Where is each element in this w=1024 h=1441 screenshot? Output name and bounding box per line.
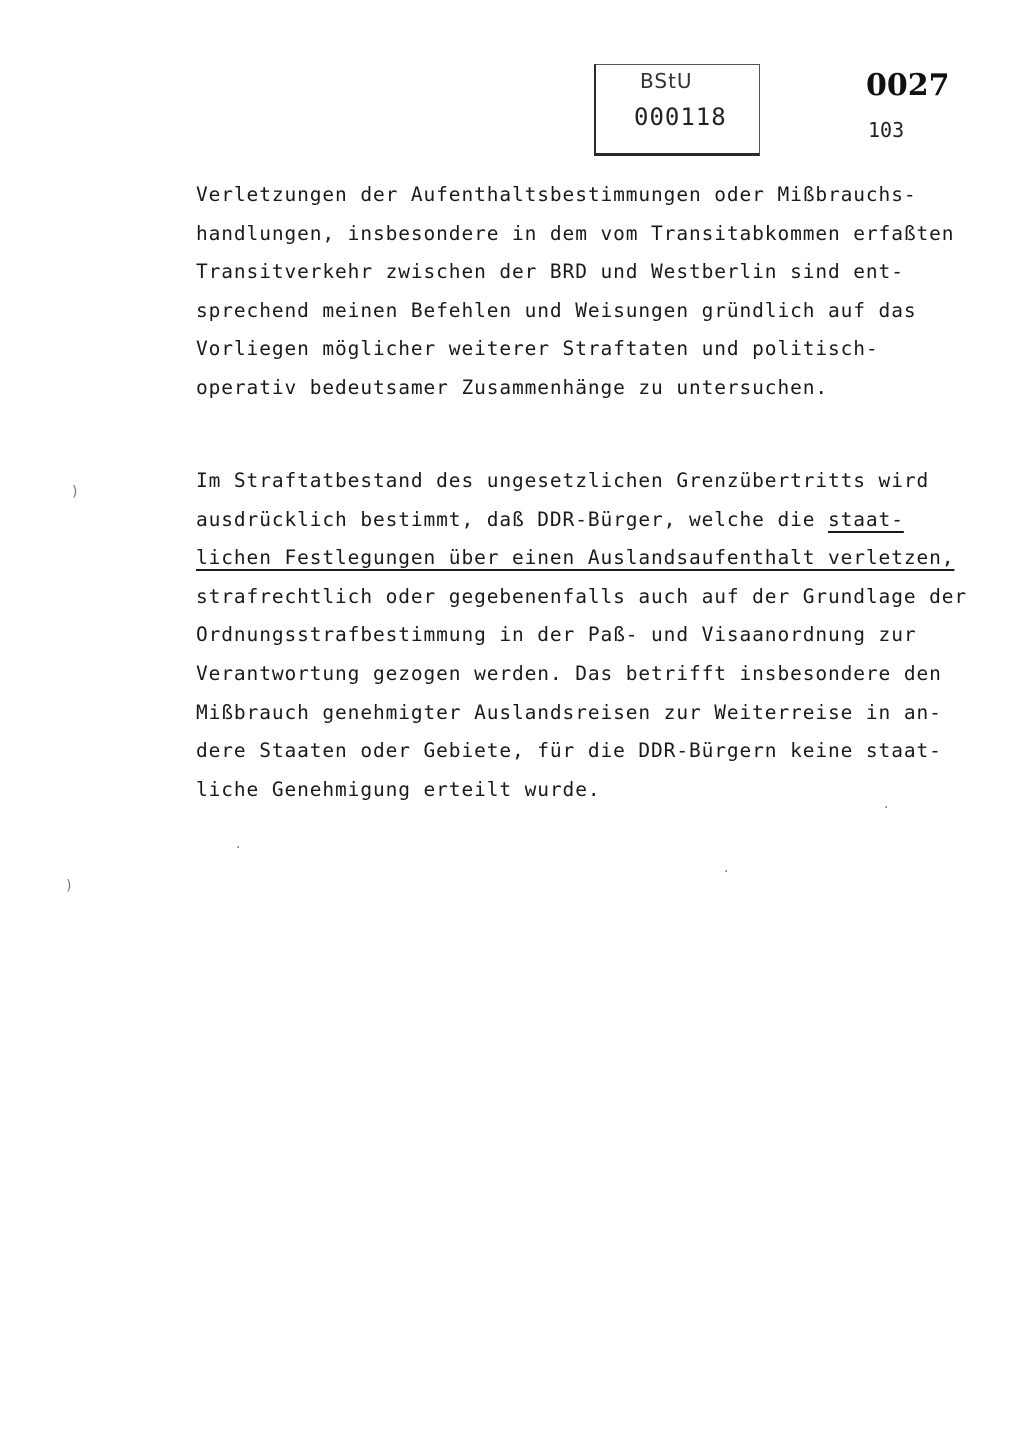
text-line: [196, 501, 956, 540]
text-line: sprechend meinen Befehlen und Weisungen gründlich auf das: [196, 298, 917, 322]
text-line: Verletzungen der Aufenthaltsbestimmungen oder Mißbrauchs-: [196, 183, 917, 206]
underlined-text-line: lichen Festlegungen über einen Auslandsaufenthalt verletzen,: [196, 546, 955, 570]
text-line: dere Staaten oder Gebiete, für die DDR-Bürgern keine staat-: [196, 739, 942, 763]
text-line: Vorliegen möglicher weiterer Straftaten und politisch-: [196, 337, 879, 361]
stamp-archive-label: BStU: [640, 69, 693, 93]
scan-mark: .: [884, 796, 889, 812]
text-line: Verantwortung gezogen werden. Das betrifft insbesondere den: [196, 661, 942, 685]
scan-mark: .: [724, 860, 729, 876]
text-line: handlungen, insbesondere in dem vom Transitabkommen erfaßten: [196, 221, 955, 245]
text-line: Im Straftatbestand des ungesetzlichen Grenzübertritts wird: [196, 469, 930, 492]
underlined-text: staat-: [828, 507, 904, 531]
text-line: liche Genehmigung erteilt wurde.: [196, 777, 601, 801]
text-line: operativ bedeutsamer Zusammenhänge zu untersuchen.: [196, 375, 828, 399]
text-line: strafrechtlich oder gegebenenfalls auch auf der Grundlage der: [196, 584, 968, 608]
paragraph-1: [196, 176, 956, 408]
archive-stamp: [594, 64, 760, 156]
paragraph-2: [196, 462, 968, 809]
page-number: 103: [868, 118, 905, 142]
text-line: Ordnungsstrafbestimmung in der Paß- und Visaanordnung zur: [196, 623, 917, 647]
text-line: Transitverkehr zwischen der BRD und Westberlin sind ent-: [196, 260, 904, 284]
text-line: Mißbrauch genehmigter Auslandsreisen zur Weiterreise in an-: [196, 700, 942, 724]
scan-mark: ): [66, 878, 72, 894]
text-line-start: ausdrücklich bestimmt, daß DDR-Bürger, welche die: [196, 507, 828, 531]
folio-number: 0027: [866, 68, 950, 103]
scan-mark: .: [236, 836, 241, 852]
scan-mark: ): [72, 484, 78, 500]
stamp-archive-number: 000118: [634, 103, 727, 131]
